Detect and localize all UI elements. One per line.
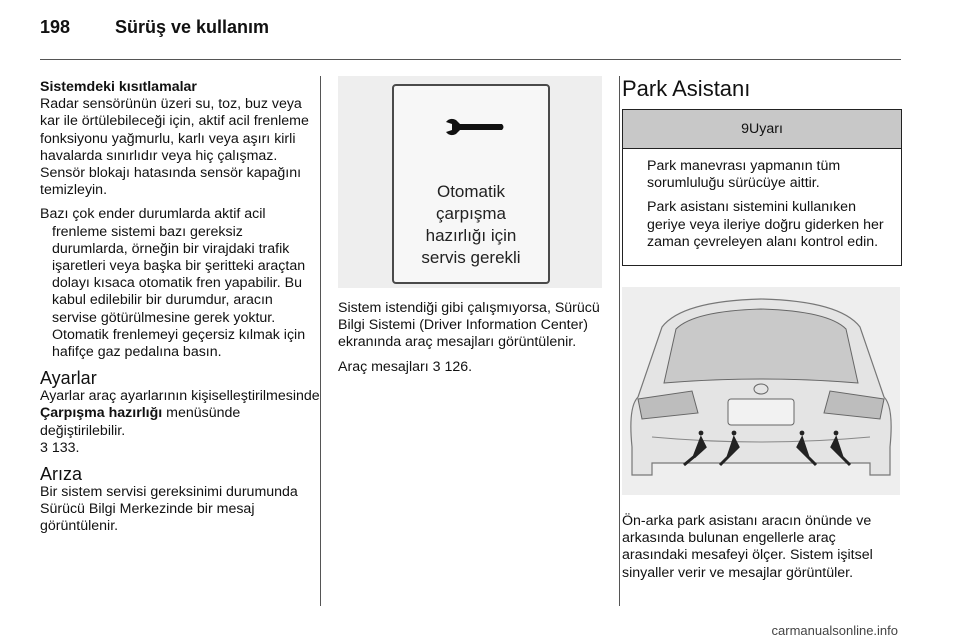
warning-label: 9Uyarı [741,121,783,137]
settings-menu-name: Çarpışma hazırlığı [40,405,163,422]
park-assist-heading: Park Asistanı [622,76,751,101]
fault-paragraph: Bir sistem servisi gereksinimi durumunda Sürücü Bilgi Merkezinde bir mesaj görüntülenir. [40,484,298,535]
restrictions-paragraph-1: Radar sensörünün üzeri su, toz, buz veya kar ile örtülebileceği için, aktif acil frenleme fonksiyonu yağmurlu, karlı veya aşırı kirli havalarda sınırlıdır veya hiç çalışmaz. Sensör blokajı hatasında sensör kapağını temizleyin. [40,96,309,199]
column-divider-1 [320,76,321,606]
settings-text: Ayarlar araç ayarlarının kişiselleştirilmesinde [40,388,320,405]
settings-paragraph [40,388,320,457]
warning-paragraph-1: Park manevrası yapmanın tüm sorumluluğu sürücüye aittir. [647,158,841,192]
fault-heading: Arıza [40,464,83,485]
column-right-text [622,513,902,589]
display-line-2: çarpışma [436,204,506,223]
settings-heading: Ayarlar [40,368,97,389]
settings-page-ref[interactable]: 3 133. [40,439,80,456]
display-line-1: Otomatik [436,182,506,201]
restrictions-paragraph-2: Bazı çok ender durumlarda aktif acil frenleme sistemi bazı gereksiz durumlarda, örneğin bir virajdaki trafik işaretleri veya başka bir şeritteki araçtan dolayı kısaca otomatik fren yapabilir. Bu kabul edilebilir bir durumdur, aracın servise götürülmesine gerek yoktur. Otomatik frenlemeyi geçersiz kılmak için hafifçe gaz pedalına basın. [40,206,306,361]
settings-text-end: menüsünde değiştirilebilir. [40,405,241,439]
display-message [394,181,548,269]
malfunction-paragraph: Sistem istendiği gibi çalışmıyorsa, Sürücü Bilgi Sistemi (Driver Information Center) ekranında araç mesajları görüntülenir. [338,300,600,351]
watermark: carmanualsonline.info [771,623,898,638]
wrench-icon [444,116,506,138]
column-left [40,79,320,543]
display-line-3: hazırlığı için [425,226,517,245]
page-number: 198 [40,17,71,37]
warning-header [623,110,901,149]
driver-info-display [392,84,550,284]
column-divider-2 [619,76,620,606]
header-rule [40,59,901,60]
car-rear-figure [622,287,900,495]
warning-body [623,149,901,265]
vehicle-messages-ref: Araç mesajları 3 126. [338,358,473,375]
display-line-4: servis gerekli [421,248,521,267]
page-header [40,17,269,38]
warning-paragraph-2: Park asistanı sistemini kullanıken geriye veya ileriye doğru giderken her zaman çevreleyen alanı kontrol edin. [647,199,884,250]
warning-box [622,109,902,266]
restrictions-heading: Sistemdeki kısıtlamalar [40,79,197,95]
chapter-title: Sürüş ve kullanım [115,17,270,37]
display-figure [338,76,602,288]
park-assist-paragraph: Ön-arka park asistanı aracın önünde ve arkasında bulunan engellerle araç arasındaki mesafeyi ölçer. Sistem işitsel sinyaller verir ve mesajlar görüntüler. [622,513,873,581]
column-middle [338,300,608,383]
car-rear-illustration [622,287,900,495]
